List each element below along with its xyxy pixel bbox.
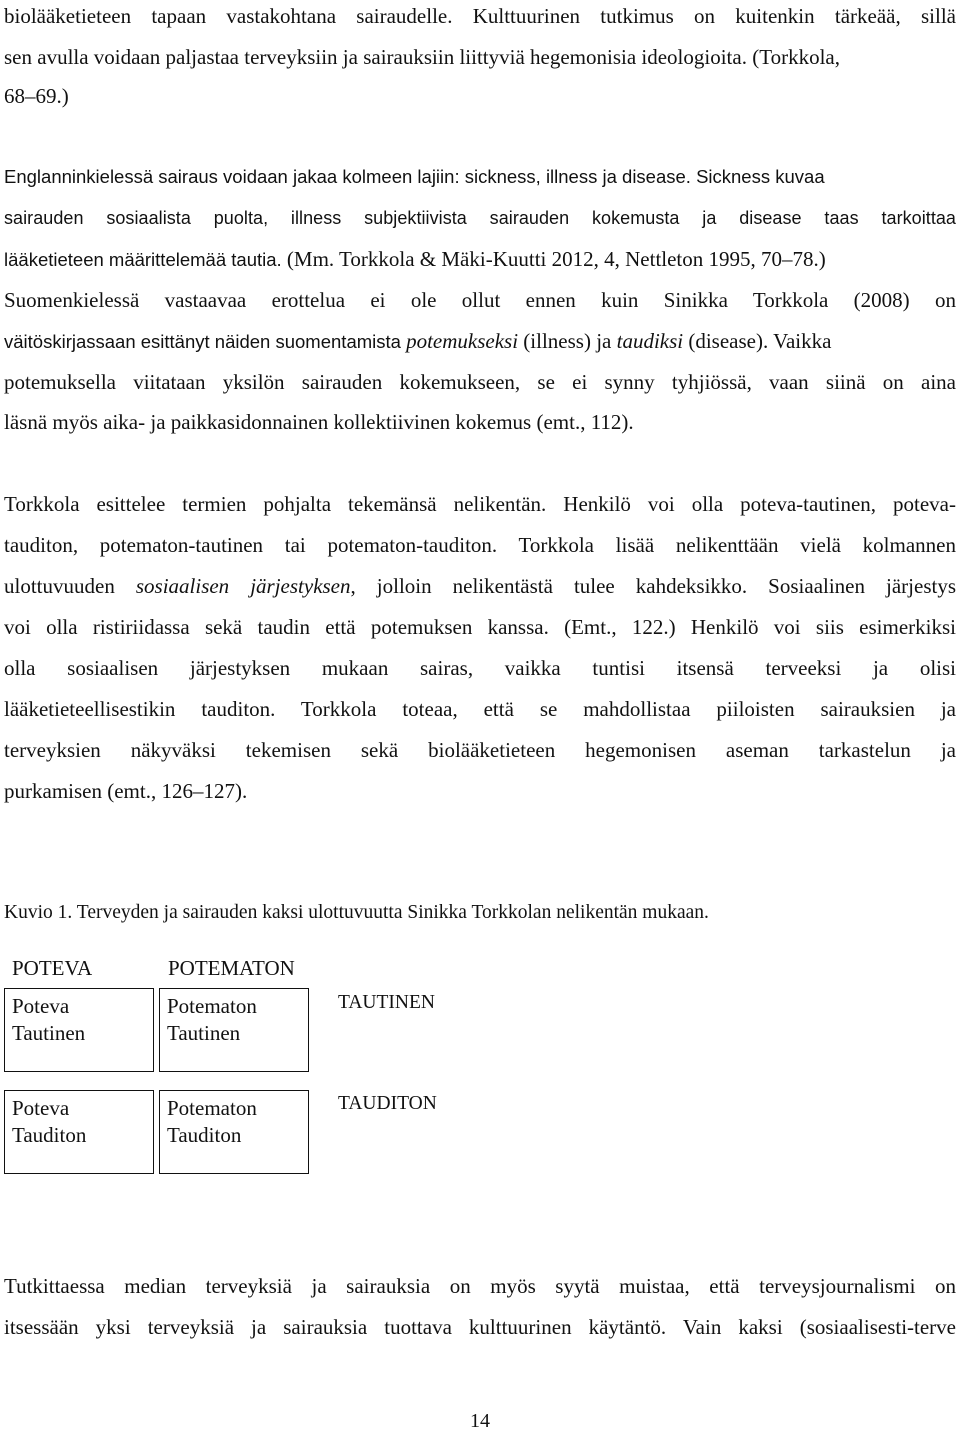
paragraph2-line5 xyxy=(4,328,956,355)
paragraph3-line3-post: , jolloin nelikentästä tulee kahdeksikko. Sosiaalinen järjestys xyxy=(350,574,956,598)
column-header-potematon: POTEMATON xyxy=(168,956,295,980)
paragraph3-line3-pre: ulottuvuuden xyxy=(4,574,136,598)
paragraph3-line3 xyxy=(4,573,956,599)
cell-line: Poteva xyxy=(12,994,70,1018)
cell-line: Tauditon xyxy=(12,1123,87,1147)
paragraph1-line2: sen avulla voidaan paljastaa terveyksiin ja sairauksiin liittyviä hegemonisia ideologioita. (Torkkola, xyxy=(4,45,840,69)
paragraph2-line5-mid: (illness) ja xyxy=(518,329,617,353)
cell-line: Poteva xyxy=(12,1096,70,1120)
column-header-poteva: POTEVA xyxy=(12,956,93,980)
paragraph3-line6: lääketieteellisestikin tauditon. Torkkola toteaa, että se mahdollistaa piiloisten sairauksien ja xyxy=(4,697,956,721)
page-number: 14 xyxy=(470,1410,490,1432)
paragraph1-line1: biolääketieteen tapaan vastakohtana sairaudelle. Kulttuurinen tutkimus on kuitenkin tärkeää, sillä xyxy=(4,4,956,28)
paragraph3-line5: olla sosiaalisen järjestyksen mukaan sairas, vaikka tuntisi itsensä terveeksi ja olisi xyxy=(4,656,956,680)
figure-caption: Kuvio 1. Terveyden ja sairauden kaksi ulottuvuutta Sinikka Torkkolan nelikentän mukaan. xyxy=(4,902,709,923)
paragraph2-line5-term2: taudiksi xyxy=(616,329,684,353)
cell-poteva-tautinen xyxy=(4,988,154,1072)
cell-potematon-tauditon xyxy=(159,1090,309,1174)
paragraph3-line3-term: sosiaalisen järjestyksen xyxy=(135,574,351,598)
paragraph4-line1: Tutkittaessa median terveyksiä ja sairauksia on myös syytä muistaa, että terveysjournalismi on xyxy=(4,1274,956,1298)
paragraph2-line3-sans: lääketieteen määrittelemää tautia. xyxy=(4,249,282,270)
paragraph2-line2: sairauden sosiaalista puolta, illness subjektiivista sairauden kokemusta ja disease taas tarkoittaa xyxy=(4,208,956,228)
cell-line: Tautinen xyxy=(167,1021,241,1045)
paragraph2-line5-post: (disease). Vaikka xyxy=(683,329,832,353)
paragraph4-line2: itsessään yksi terveyksiä ja sairauksia tuottava kulttuurinen käytäntö. Vain kaksi (sosiaalisesti-terve xyxy=(4,1315,956,1339)
paragraph3-line4: voi olla ristiriidassa sekä taudin että potemuksen kanssa. (Emt., 122.) Henkilö voi siis esimerkiksi xyxy=(4,615,956,639)
paragraph2-line5-term1: potemukseksi xyxy=(406,329,519,353)
cell-poteva-tauditon xyxy=(4,1090,154,1174)
paragraph3-line2: tauditon, potematon-tautinen tai potematon-tauditon. Torkkola lisää nelikenttään vielä kolmannen xyxy=(4,533,956,557)
cell-line: Potematon xyxy=(167,1096,257,1120)
cell-line: Potematon xyxy=(167,994,257,1018)
paragraph3-line1: Torkkola esittelee termien pohjalta tekemänsä nelikentän. Henkilö voi olla poteva-tautinen, poteva- xyxy=(4,492,956,516)
paragraph1-line3: 68–69.) xyxy=(4,84,69,108)
paragraph2-line3-serif: (Mm. Torkkola & Mäki-Kuutti 2012, 4, Nettleton 1995, 70–78.) xyxy=(281,247,826,271)
cell-line: Tauditon xyxy=(167,1123,242,1147)
paragraph2-line5-pre: väitöskirjassaan esittänyt näiden suomentamista xyxy=(4,331,407,352)
cell-potematon-tautinen xyxy=(159,988,309,1072)
row-label-tautinen: TAUTINEN xyxy=(338,992,435,1013)
paragraph2-line1: Englanninkielessä sairaus voidaan jakaa kolmeen lajiin: sickness, illness ja disease. Sickness kuvaa xyxy=(4,166,825,187)
paragraph2-line4: Suomenkielessä vastaavaa erottelua ei ole ollut ennen kuin Sinikka Torkkola (2008) on xyxy=(4,288,956,312)
paragraph2-line7: läsnä myös aika- ja paikkasidonnainen kollektiivinen kokemus (emt., 112). xyxy=(4,410,634,434)
row-label-tauditon: TAUDITON xyxy=(338,1093,437,1114)
paragraph2-line6: potemuksella viitataan yksilön sairauden kokemukseen, se ei synny tyhjiössä, vaan siinä on aina xyxy=(4,370,956,394)
paragraph2-line3 xyxy=(4,246,956,273)
paragraph3-line8: purkamisen (emt., 126–127). xyxy=(4,779,248,803)
cell-line: Tautinen xyxy=(12,1021,86,1045)
paragraph3-line7: terveyksien näkyväksi tekemisen sekä biolääketieteen hegemonisen aseman tarkastelun ja xyxy=(4,738,956,762)
